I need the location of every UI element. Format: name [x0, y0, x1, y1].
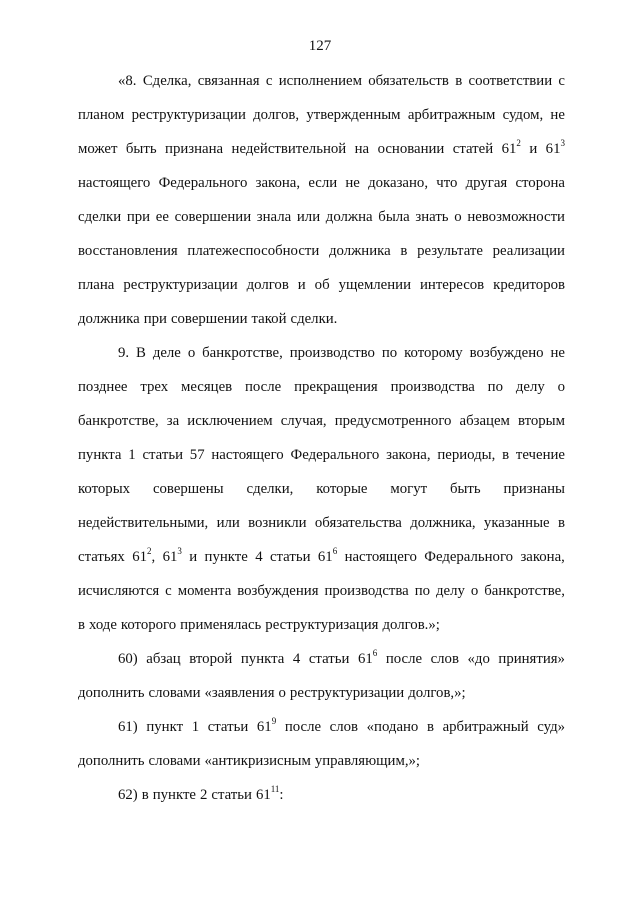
word: банкротстве,	[202, 345, 283, 361]
word: делу	[436, 583, 465, 599]
superscript-index: 2	[147, 546, 152, 557]
word: статьи	[308, 651, 350, 667]
word: должника	[78, 311, 140, 327]
word: закона,	[255, 175, 301, 191]
word: сделки,	[246, 481, 294, 497]
word: после	[284, 719, 322, 735]
word: в	[502, 447, 510, 463]
word: суд»	[537, 719, 565, 735]
word: словами	[148, 753, 201, 769]
word: по	[414, 583, 431, 599]
word: Федерального	[424, 549, 514, 565]
word: в	[78, 617, 85, 633]
word: течение	[515, 447, 565, 463]
text-line	[78, 472, 565, 506]
superscript-index: 2	[516, 138, 521, 149]
word: должна	[325, 209, 373, 225]
word: абзац	[146, 651, 181, 667]
word: восстановления	[78, 243, 178, 259]
word: которые	[316, 481, 368, 497]
word: пункте	[204, 549, 248, 565]
word: «антикризисным	[204, 753, 311, 769]
word: банкротстве,	[78, 413, 159, 429]
word: такой	[251, 311, 287, 327]
word: дополнить	[78, 685, 145, 701]
word: знать	[415, 209, 449, 225]
word: или	[216, 515, 240, 531]
word: или	[296, 209, 321, 225]
word: сделки	[78, 209, 122, 225]
word: не	[550, 107, 565, 123]
word	[163, 540, 182, 574]
superscript-index: 3	[177, 546, 182, 557]
text-line	[78, 166, 565, 200]
word: на	[354, 141, 370, 157]
word: быть	[449, 481, 481, 497]
word: вторым	[518, 413, 565, 429]
word: в	[455, 73, 463, 89]
article-number: 61	[357, 651, 373, 667]
word: закона,	[386, 447, 431, 463]
word	[502, 132, 521, 166]
word: 57	[189, 447, 205, 463]
word: недействительной	[231, 141, 347, 157]
text-line	[78, 676, 565, 710]
word: сделки.	[290, 311, 338, 327]
word: и	[529, 141, 538, 157]
word: настоящего	[211, 447, 284, 463]
word: пункта	[240, 651, 285, 667]
word: реструктуризации	[131, 107, 246, 123]
text-line	[78, 506, 565, 540]
word	[546, 132, 565, 166]
word: статьях	[78, 549, 125, 565]
word: 60)	[118, 651, 138, 667]
word: закона,	[520, 549, 565, 565]
word: 2	[200, 787, 208, 803]
word: недействительными,	[78, 515, 209, 531]
word: за	[166, 413, 180, 429]
word: «8.	[118, 73, 137, 89]
article-number: 61	[501, 141, 517, 157]
superscript-index: 9	[271, 716, 277, 727]
text-line	[78, 268, 565, 302]
word: 62)	[118, 787, 138, 803]
word: платежеспособности	[187, 243, 320, 259]
word: признаны	[503, 481, 565, 497]
word: арбитражный	[442, 719, 529, 735]
word: в	[557, 515, 565, 531]
word: не	[345, 175, 360, 191]
superscript-index: 11	[270, 784, 280, 795]
word: реструктуризация	[265, 617, 379, 633]
word: может	[78, 141, 118, 157]
word: знала	[256, 209, 292, 225]
word: основании	[377, 141, 445, 157]
word: долгов,»;	[408, 685, 466, 701]
word: второй	[189, 651, 233, 667]
word: обязательств	[368, 73, 449, 89]
word: момента	[177, 583, 232, 599]
word: позднее	[78, 379, 128, 395]
word: исчисляются	[78, 583, 160, 599]
word: совершении	[174, 209, 252, 225]
word: случая,	[280, 413, 327, 429]
word: статей	[452, 141, 494, 157]
word: ее	[155, 209, 169, 225]
text-line	[78, 574, 565, 608]
article-number: 61	[545, 141, 561, 157]
article-number: 61	[132, 549, 147, 565]
article-number: 61	[255, 787, 271, 803]
word: «подано	[366, 719, 419, 735]
word: планом	[78, 107, 125, 123]
word: производства	[390, 379, 475, 395]
word: о	[557, 379, 565, 395]
word: доказано,	[368, 175, 429, 191]
word: была	[378, 209, 410, 225]
text-line	[78, 608, 565, 642]
punctuation: :	[279, 787, 284, 803]
text-line	[78, 132, 565, 166]
word: и	[297, 277, 306, 293]
word: признана	[165, 141, 224, 157]
word: могут	[390, 481, 428, 497]
word: Федерального	[158, 175, 248, 191]
word: о	[187, 345, 196, 361]
word: статьи	[269, 549, 311, 565]
word: настоящего	[344, 549, 417, 565]
word: деле	[152, 345, 181, 361]
text-line	[78, 302, 565, 336]
word: о	[454, 209, 462, 225]
word: которого	[120, 617, 177, 633]
word: которых	[78, 481, 131, 497]
document-body	[78, 64, 565, 812]
text-line	[78, 404, 565, 438]
word: ущемлении	[338, 277, 412, 293]
word: слов	[329, 719, 358, 735]
word: должника	[328, 243, 391, 259]
word: управляющим,»;	[314, 753, 421, 769]
word: исключением	[187, 413, 273, 429]
word: прекращения	[294, 379, 378, 395]
word: об	[314, 277, 330, 293]
word: связанная	[197, 73, 260, 89]
word: исполнением	[278, 73, 362, 89]
superscript-index: 6	[372, 648, 378, 659]
word: реструктуризации	[289, 685, 405, 701]
word: долгов,	[253, 107, 300, 123]
word: возникли	[248, 515, 307, 531]
word: долгов	[246, 277, 289, 293]
word: возбуждения	[237, 583, 319, 599]
word: банкротстве,	[484, 583, 565, 599]
article-number: 61	[256, 719, 272, 735]
word: при	[126, 209, 151, 225]
paragraph-p8	[78, 64, 565, 336]
word: трех	[140, 379, 169, 395]
word: невозможности	[467, 209, 565, 225]
word: о	[278, 685, 286, 701]
text-line	[78, 710, 565, 744]
word: другая	[465, 175, 508, 191]
word: обязательства	[314, 515, 402, 531]
word: в	[400, 243, 408, 259]
text-line	[78, 642, 565, 676]
word: с	[165, 583, 172, 599]
word: указанные	[483, 515, 550, 531]
word: производство	[289, 345, 375, 361]
word: о	[470, 583, 479, 599]
paragraph-p61	[78, 710, 565, 778]
paragraph-p9	[78, 336, 565, 642]
text-line	[78, 438, 565, 472]
word	[256, 778, 284, 812]
word	[318, 540, 337, 574]
word: сторона	[515, 175, 565, 191]
word: пункт	[146, 719, 184, 735]
superscript-index: 3	[560, 138, 565, 149]
word: с	[558, 73, 565, 89]
paragraph-p60	[78, 642, 565, 710]
word: «заявления	[204, 685, 275, 701]
word: которому	[404, 345, 463, 361]
text-line	[78, 64, 565, 98]
word: ходе	[89, 617, 117, 633]
word: Федерального	[290, 447, 380, 463]
word: 9.	[118, 345, 130, 361]
word	[257, 710, 276, 744]
article-number: 61	[317, 549, 333, 565]
word: 1	[191, 719, 200, 735]
word: 4	[255, 549, 263, 565]
word: словами	[148, 685, 201, 701]
article-number: 61	[162, 549, 178, 565]
word	[358, 642, 377, 676]
word	[132, 540, 155, 574]
word: делу	[515, 379, 545, 395]
word: 4	[292, 651, 301, 667]
word: 61)	[118, 719, 138, 735]
superscript-index: 6	[332, 546, 338, 557]
word: при	[143, 311, 167, 327]
word: пункте	[152, 787, 196, 803]
word: должника,	[410, 515, 476, 531]
punctuation: ,	[151, 549, 156, 565]
word: быть	[125, 141, 157, 157]
word: что	[436, 175, 458, 191]
text-line	[78, 234, 565, 268]
word: реструктуризации	[123, 277, 238, 293]
word: месяцев	[181, 379, 233, 395]
word: интересов	[419, 277, 485, 293]
word: соответствии	[468, 73, 553, 89]
word: настоящего	[78, 175, 151, 191]
word: периоды,	[437, 447, 496, 463]
word: в	[426, 719, 434, 735]
text-line	[78, 778, 565, 812]
word: арбитражным	[407, 107, 496, 123]
word: 1	[128, 447, 136, 463]
word: производства	[324, 583, 409, 599]
word: не	[550, 345, 565, 361]
text-line	[78, 200, 565, 234]
word: предусмотренного	[334, 413, 452, 429]
word: принятия»	[498, 651, 565, 667]
word: статьи	[142, 447, 183, 463]
word: по	[381, 345, 398, 361]
word: возбуждено	[469, 345, 544, 361]
word: реализации	[492, 243, 565, 259]
word: «до	[467, 651, 490, 667]
word: и	[189, 549, 198, 565]
word: В	[136, 345, 146, 361]
word: судом,	[502, 107, 544, 123]
word: статьи	[211, 787, 252, 803]
text-line	[78, 744, 565, 778]
word: после	[245, 379, 282, 395]
paragraph-p62	[78, 778, 565, 812]
word: совершены	[152, 481, 224, 497]
word: в	[141, 787, 149, 803]
word: пункта	[78, 447, 122, 463]
word: утвержденным	[306, 107, 401, 123]
text-line	[78, 336, 565, 370]
text-line	[78, 370, 565, 404]
text-line	[78, 98, 565, 132]
word: если	[308, 175, 338, 191]
word: по	[487, 379, 503, 395]
word: применялась	[180, 617, 262, 633]
word: результате	[417, 243, 483, 259]
word: долгов.»;	[382, 617, 440, 633]
word: совершении	[170, 311, 248, 327]
word: Сделка,	[142, 73, 192, 89]
word: кредиторов	[493, 277, 565, 293]
word: после	[385, 651, 423, 667]
word: абзацем	[459, 413, 510, 429]
word: слов	[430, 651, 459, 667]
text-line	[78, 540, 565, 574]
page-number: 127	[308, 38, 332, 54]
word: с	[265, 73, 273, 89]
word: статьи	[207, 719, 249, 735]
word: дополнить	[78, 753, 145, 769]
word: плана	[78, 277, 115, 293]
